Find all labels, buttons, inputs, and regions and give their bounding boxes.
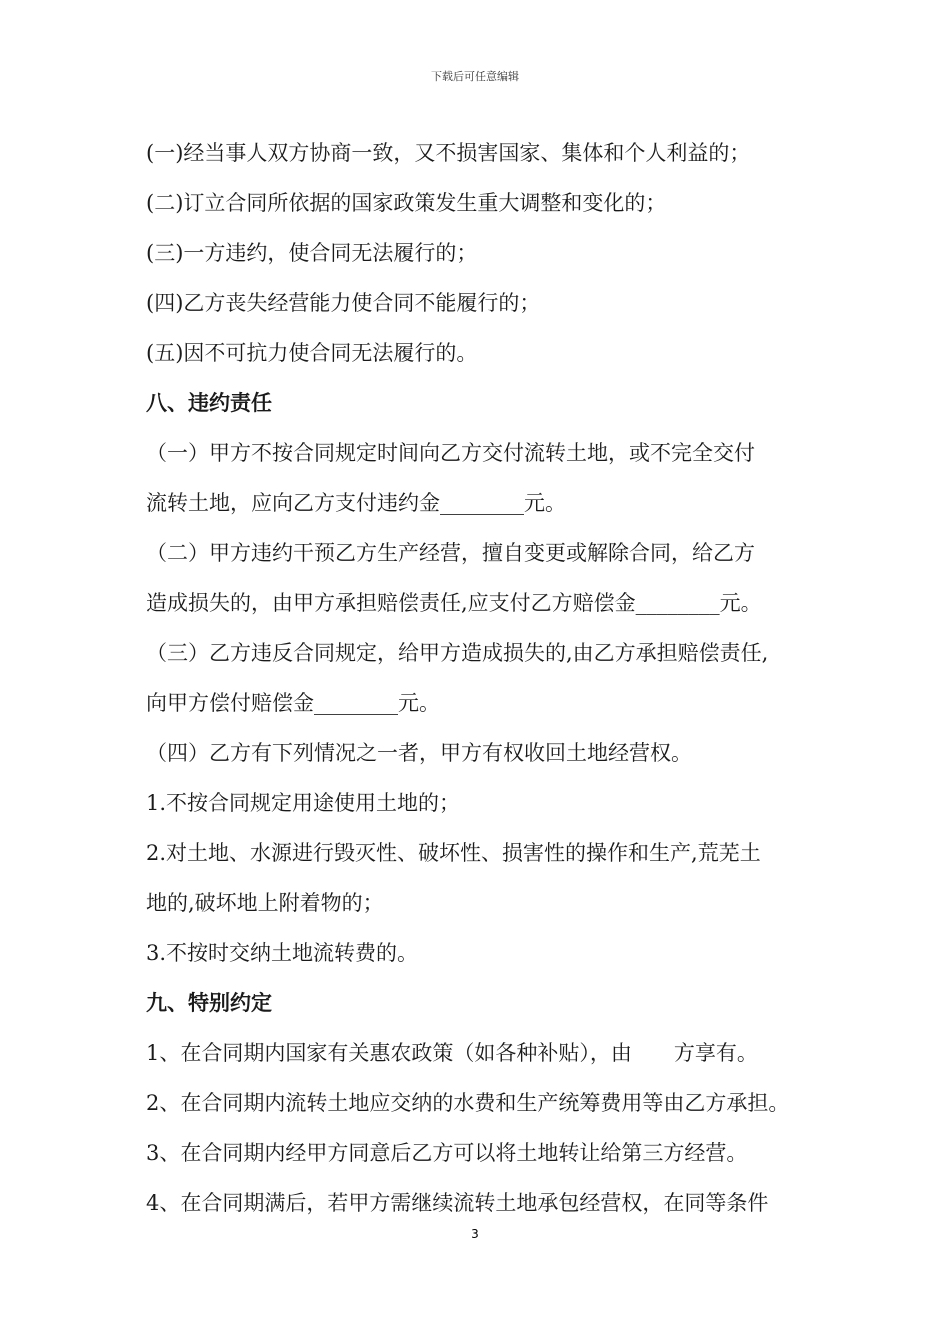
page-header: 下载后可任意编辑 <box>431 70 519 83</box>
page-number: 3 <box>471 1227 479 1241</box>
section-heading-special-terms: 九、特别约定 <box>146 990 272 1015</box>
clause-line: 流转土地，应向乙方支付违约金________元。 <box>146 491 566 515</box>
clause-line: (二)订立合同所依据的国家政策发生重大调整和变化的； <box>146 191 667 215</box>
clause-line: 造成损失的，由甲方承担赔偿责任,应支付乙方赔偿金________元。 <box>146 591 762 615</box>
clause-line: 3、在合同期内经甲方同意后乙方可以将土地转让给第三方经营。 <box>146 1141 748 1165</box>
clause-line: 2.对土地、水源进行毁灭性、破坏性、损害性的操作和生产,荒芜土 <box>146 841 761 865</box>
clause-line: (一)经当事人双方协商一致，又不损害国家、集体和个人利益的； <box>146 141 751 165</box>
clause-line: （一）甲方不按合同规定时间向乙方交付流转土地，或不完全交付 <box>146 441 755 465</box>
clause-line: 地的,破坏地上附着物的； <box>146 891 384 915</box>
clause-line: 1.不按合同规定用途使用土地的； <box>146 791 461 815</box>
clause-line: (四)乙方丧失经营能力使合同不能履行的； <box>146 291 541 315</box>
clause-line: (五)因不可抗力使合同无法履行的。 <box>146 341 478 365</box>
clause-line: 1、在合同期内国家有关惠农政策（如各种补贴），由 方享有。 <box>146 1041 758 1065</box>
section-heading-breach-liability: 八、违约责任 <box>146 390 272 415</box>
clause-line: （二）甲方违约干预乙方生产经营，擅自变更或解除合同，给乙方 <box>146 541 755 565</box>
clause-line: 2、在合同期内流转土地应交纳的水费和生产统筹费用等由乙方承担。 <box>146 1091 790 1115</box>
clause-line: 3.不按时交纳土地流转费的。 <box>146 941 419 965</box>
clause-line: （四）乙方有下列情况之一者，甲方有权收回土地经营权。 <box>146 741 692 765</box>
clause-line: （三）乙方违反合同规定，给甲方造成损失的,由乙方承担赔偿责任, <box>146 641 769 665</box>
document-body <box>146 128 826 1228</box>
clause-line: 4、在合同期满后，若甲方需继续流转土地承包经营权，在同等条件 <box>146 1191 769 1215</box>
clause-line: 向甲方偿付赔偿金________元。 <box>146 691 440 715</box>
clause-line: (三)一方违约，使合同无法履行的； <box>146 241 478 265</box>
